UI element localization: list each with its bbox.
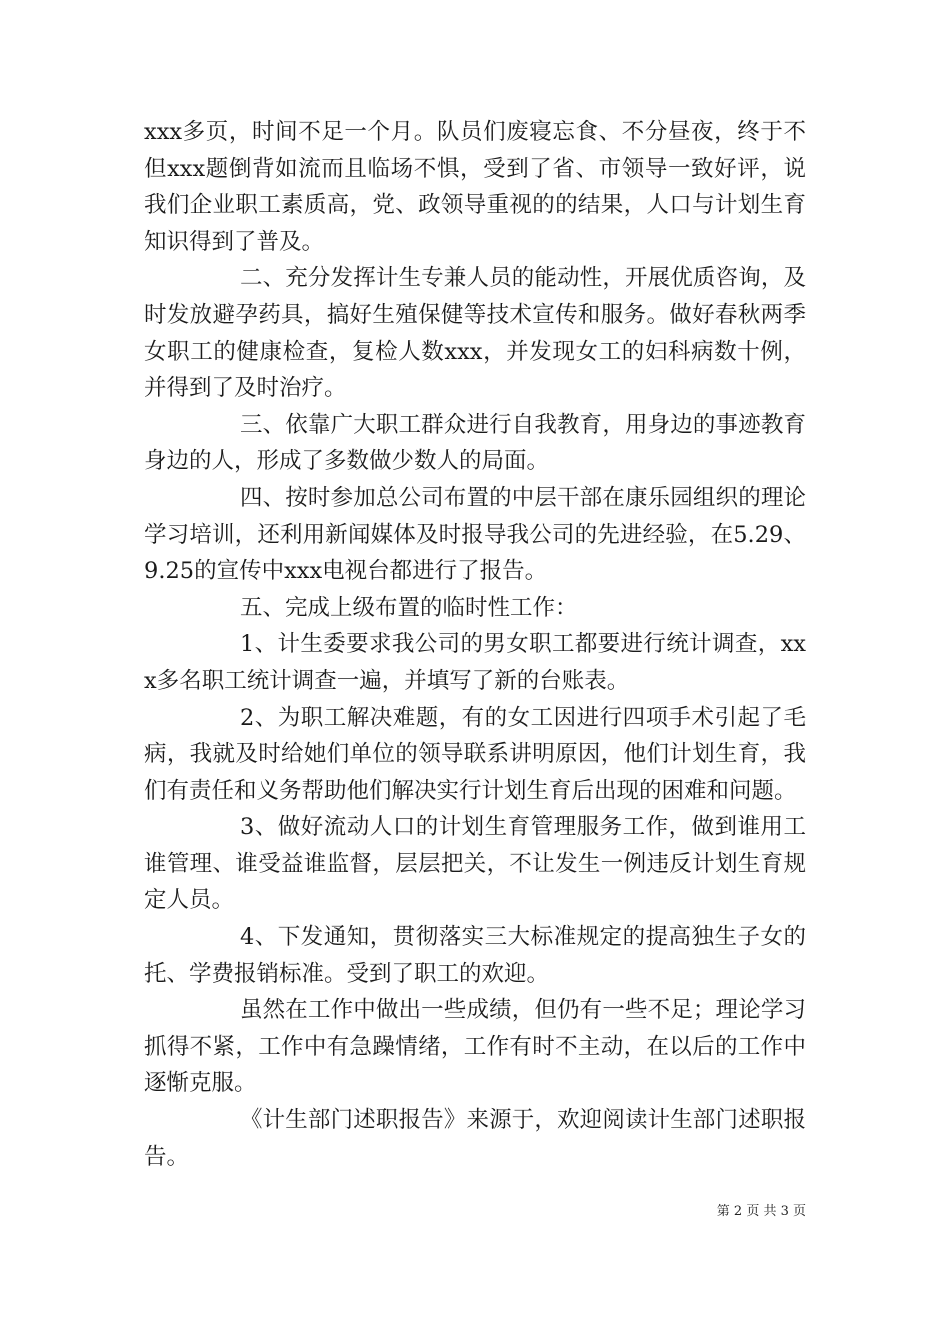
paragraph-7: 2、为职工解决难题，有的女工因进行四项手术引起了毛病，我就及时给她们单位的领导联系讲明原因，他们计划生育，我们有责任和义务帮助他们解决实行计划生育后出现的困难和问题。 — [144, 704, 806, 804]
paragraph-6: 1、计生委要求我公司的男女职工都要进行统计调查，xxx多名职工统计调查一遍，并填写了新的台账表。 — [144, 631, 806, 694]
paragraph-1: xxx多页，时间不足一个月。队员们废寝忘食、不分昼夜，终于不但xxx题倒背如流而且临场不惧，受到了省、市领导一致好评，说我们企业职工素质高，党、政领导重视的的结果，人口与计划生育知识得到了普及。 — [144, 119, 806, 255]
paragraph-10: 虽然在工作中做出一些成绩，但仍有一些不足；理论学习抓得不紧，工作中有急躁情绪，工作有时不主动，在以后的工作中逐惭克服。 — [144, 997, 806, 1097]
paragraph-4: 四、按时参加总公司布置的中层干部在康乐园组织的理论学习培训，还利用新闻媒体及时报导我公司的先进经验，在5.29、9.25的宣传中xxx电视台都进行了报告。 — [144, 484, 806, 585]
document-body — [144, 114, 806, 1175]
paragraph-5: 五、完成上级布置的临时性工作： — [240, 594, 578, 621]
paragraph-8: 3、做好流动人口的计划生育管理服务工作，做到谁用工谁管理、谁受益谁监督，层层把关，不让发生一例违反计划生育规定人员。 — [144, 814, 806, 914]
paragraph-3: 三、依靠广大职工群众进行自我教育，用身边的事迹教育身边的人，形成了多数做少数人的局面。 — [144, 411, 806, 475]
paragraph-2: 二、充分发挥计生专兼人员的能动性，开展优质咨询，及时发放避孕药具，搞好生殖保健等技术宣传和服务。做好春秋两季女职工的健康检查，复检人数xxx，并发现女工的妇科病数十例，并得到了及时治疗。 — [144, 265, 806, 402]
page-number-footer: 第 2 页 共 3 页 — [716, 1204, 806, 1219]
paragraph-9: 4、下发通知，贯彻落实三大标准规定的提高独生子女的托、学费报销标准。受到了职工的欢迎。 — [144, 924, 806, 987]
paragraph-11: 《计生部门述职报告》来源于，欢迎阅读计生部门述职报告。 — [144, 1107, 806, 1170]
